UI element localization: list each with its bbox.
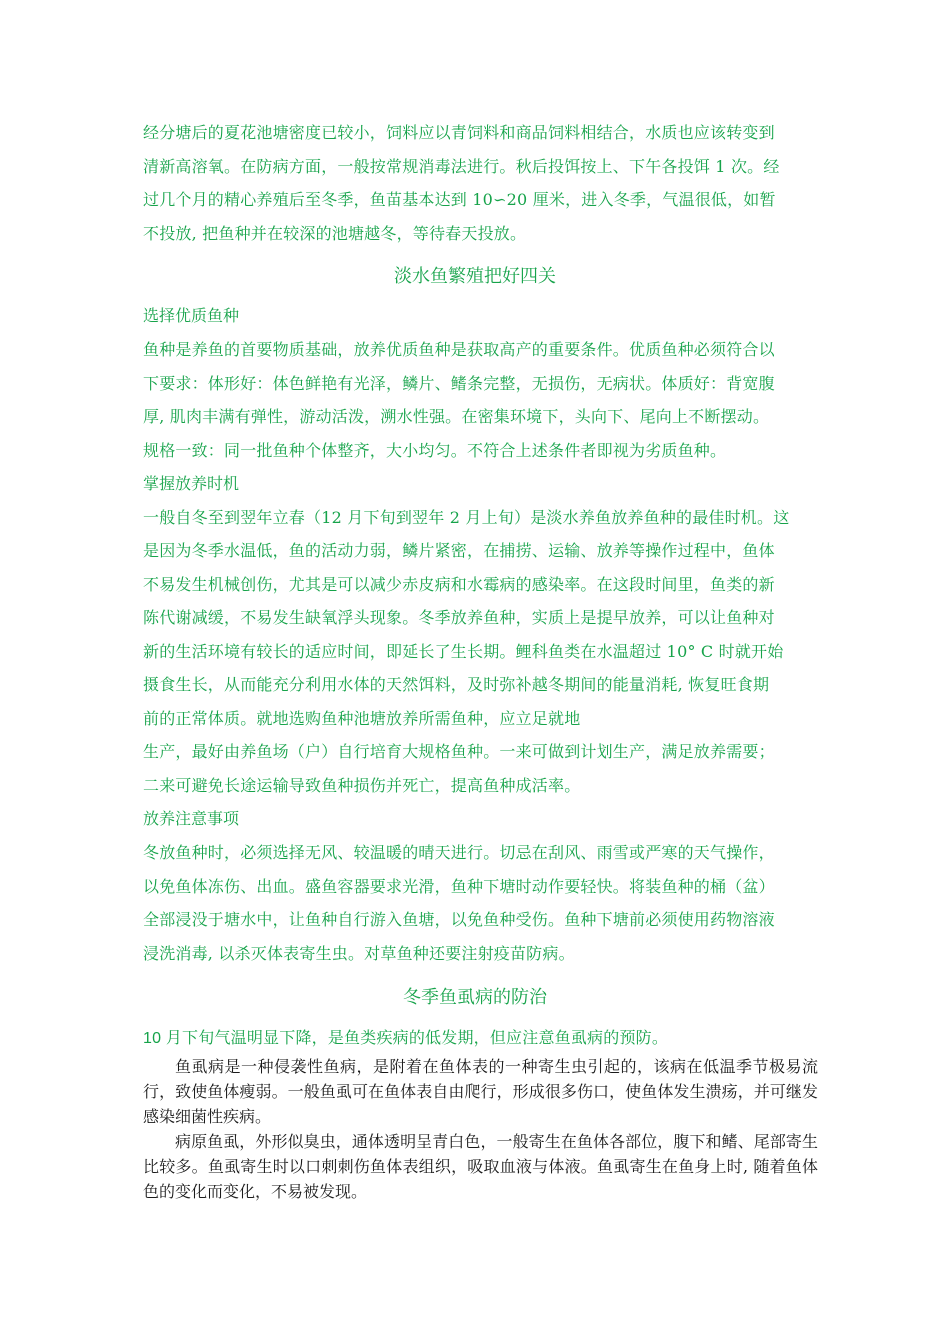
sub2-line-9: 二来可避免长途运输导致鱼种损伤并死亡，提高鱼种成活率。 [143, 776, 581, 795]
sub3-line-2: 以免鱼体冻伤、出血。盛鱼容器要求光滑，鱼种下塘时动作要轻快。将装鱼种的桶（盆） [143, 877, 775, 896]
section3-paragraph-1: 鱼虱病是一种侵袭性鱼病，是附着在鱼体表的一种寄生虫引起的，该病在低温季节极易流行，致使鱼体瘦弱。一般鱼虱可在鱼体表自由爬行，形成很多伤口，使鱼体发生溃疡，并可继发感染细菌性疾病。 [143, 1057, 818, 1126]
sub2-line-5: 新的生活环境有较长的适应时间，即延长了生长期。鲤科鱼类在水温超过 10° C 时就开始 [143, 642, 784, 661]
sub1-line-1: 鱼种是养鱼的首要物质基础，放养优质鱼种是获取高产的重要条件。优质鱼种必须符合以 [143, 340, 775, 359]
sub2-line-4: 陈代谢减缓，不易发生缺氧浮头现象。冬季放养鱼种，实质上是提早放养，可以让鱼种对 [143, 608, 775, 627]
sub2-line-1: 一般自冬至到翌年立春（12 月下旬到翌年 2 月上旬）是淡水养鱼放养鱼种的最佳时机。这 [143, 508, 790, 527]
sub1-line-3: 厚, 肌肉丰满有弹性，游动活泼，溯水性强。在密集环境下，头向下、尾向上不断摆动。 [143, 407, 770, 426]
section2-sub1: 选择优质鱼种 [143, 306, 240, 325]
section1-line-1: 经分塘后的夏花池塘密度已较小，饲料应以青饲料和商品饲料相结合，水质也应该转变到 [143, 123, 775, 142]
sub3-line-3: 全部浸没于塘水中，让鱼种自行游入鱼塘，以免鱼种受伤。鱼种下塘前必须使用药物溶液 [143, 910, 775, 929]
sub1-line-4: 规格一致：同一批鱼种个体整齐，大小均匀。不符合上述条件者即视为劣质鱼种。 [143, 441, 727, 460]
section2-title: 淡水鱼繁殖把好四关 [394, 266, 556, 287]
section1-line-3: 过几个月的精心养殖后至冬季，鱼苗基本达到 10∽20 厘米，进入冬季，气温很低，如暂 [143, 190, 776, 209]
section1-line-2: 清新高溶氧。在防病方面，一般按常规消毒法进行。秋后投饵按上、下午各投饵 1 次。经 [143, 157, 780, 176]
section1-line-4: 不投放, 把鱼种并在较深的池塘越冬，等待春天投放。 [143, 224, 527, 243]
sub1-line-2: 下要求：体形好：体色鲜艳有光泽，鳞片、鳍条完整，无损伤，无病状。体质好：背宽腹 [143, 374, 775, 393]
sub3-line-4: 浸洗消毒, 以杀灭体表寄生虫。对草鱼种还要注射疫苗防病。 [143, 944, 575, 963]
section3-paragraph-2: 病原鱼虱，外形似臭虫，通体透明呈青白色，一般寄生在鱼体各部位，腹下和鳍、尾部寄生比较多。鱼虱寄生时以口刺刺伤鱼体表组织，吸取血液与体液。鱼虱寄生在鱼身上时, 随着鱼体色的变化而变化，不易被发现。 [143, 1132, 818, 1201]
section3-title: 冬季鱼虱病的防治 [403, 987, 547, 1008]
section2-sub3: 放养注意事项 [143, 809, 240, 828]
sub2-line-6: 摄食生长，从而能充分利用水体的天然饵料，及时弥补越冬期间的能量消耗, 恢复旺食期 [143, 675, 770, 694]
sub2-line-7: 前的正常体质。就地选购鱼种池塘放养所需鱼种，应立足就地 [143, 709, 581, 728]
sub3-line-1: 冬放鱼种时，必须选择无风、较温暖的晴天进行。切忌在刮风、雨雪或严寒的天气操作， [143, 843, 775, 862]
sub2-line-2: 是因为冬季水温低，鱼的活动力弱，鳞片紧密，在捕捞、运输、放养等操作过程中，鱼体 [143, 541, 775, 560]
sub2-line-3: 不易发生机械创伤，尤其是可以减少赤皮病和水霉病的感染率。在这段时间里，鱼类的新 [143, 575, 775, 594]
section3-intro: 10 月下旬气温明显下降，是鱼类疾病的低发期，但应注意鱼虱病的预防。 [143, 1030, 669, 1047]
sub2-line-8: 生产，最好由养鱼场（户）自行培育大规格鱼种。一来可做到计划生产，满足放养需要； [143, 742, 775, 761]
section2-sub2: 掌握放养时机 [143, 474, 240, 493]
